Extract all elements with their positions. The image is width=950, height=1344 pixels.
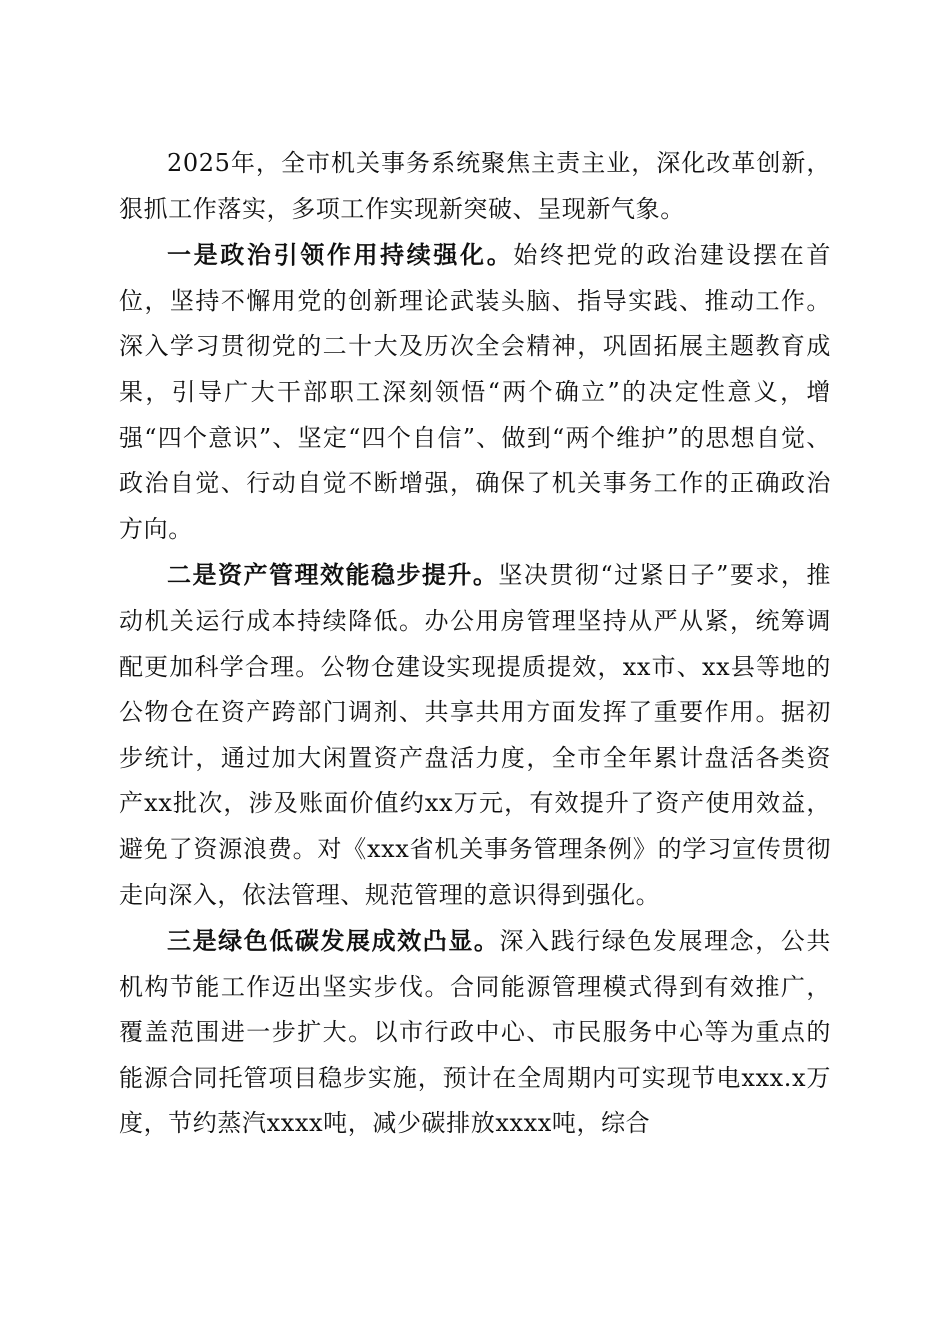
political-guidance-paragraph (119, 232, 831, 552)
green-development-text: 深入践行绿色发展理念，公共机构节能工作迈出坚实步伐。合同能源管理模式得到有效推广，覆盖范围进一步扩大。以市行政中心、市民服务中心等为重点的能源合同托管项目稳步实施，预计在全周期内可实现节电xxx.x万度，节约蒸汽xxxx吨，减少碳排放xxxx吨，综合 (119, 927, 831, 1138)
intro-paragraph (119, 140, 831, 232)
asset-management-heading: 二是资产管理效能稳步提升。 (167, 560, 499, 590)
intro-text: 2025年，全市机关事务系统聚焦主责主业，深化改革创新，狠抓工作落实，多项工作实现新突破、呈现新气象。 (119, 149, 831, 223)
political-guidance-heading: 一是政治引领作用持续强化。 (167, 240, 514, 270)
asset-management-text: 坚决贯彻“过紧日子”要求，推动机关运行成本持续降低。办公用房管理坚持从严从紧，统筹调配更加科学合理。公物仓建设实现提质提效，xx市、xx县等地的公物仓在资产跨部门调剂、共享共用方面发挥了重要作用。据初步统计，通过加大闲置资产盘活力度，全市全年累计盘活各类资产xx批次，涉及账面价值约xx万元，有效提升了资产使用效益，避免了资源浪费。对《xxx省机关事务管理条例》的学习宣传贯彻走向深入，依法管理、规范管理的意识得到强化。 (119, 561, 831, 909)
political-guidance-text: 始终把党的政治建设摆在首位，坚持不懈用党的创新理论武装头脑、指导实践、推动工作。深入学习贯彻党的二十大及历次全会精神，巩固拓展主题教育成果，引导广大干部职工深刻领悟“两个确立”的决定性意义，增强“四个意识”、坚定“四个自信”、做到“两个维护”的思想自觉、政治自觉、行动自觉不断增强，确保了机关事务工作的正确政治方向。 (119, 241, 831, 543)
green-development-paragraph (119, 918, 831, 1147)
green-development-heading: 三是绿色低碳发展成效凸显。 (167, 926, 500, 956)
document-body (119, 140, 831, 1147)
asset-management-paragraph (119, 552, 831, 918)
